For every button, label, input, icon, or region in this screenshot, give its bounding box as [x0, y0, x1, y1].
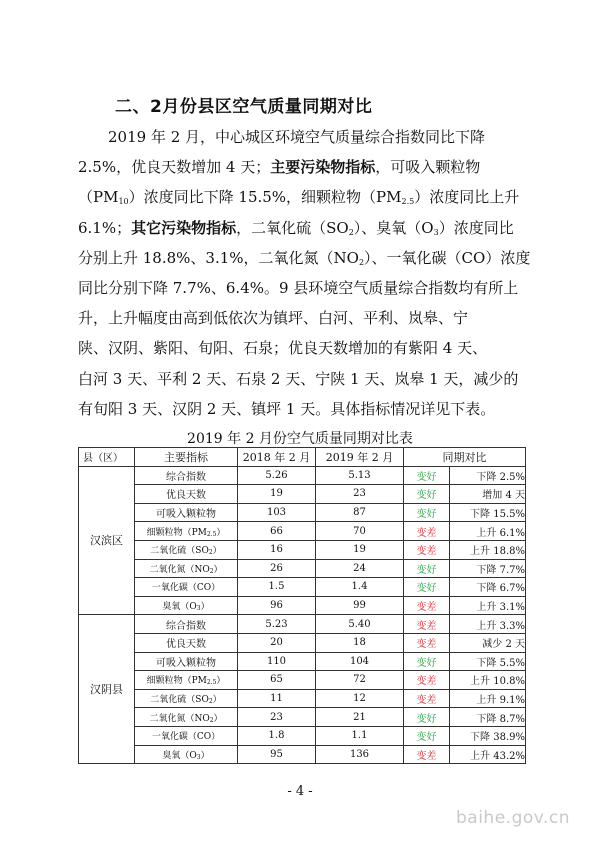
paragraph-text: 白河 3 天、平利 2 天、石泉 2 天、宁陕 1 天、岚皋 1 天，减少的: [78, 369, 519, 388]
indicator-text: 二氧化硫（SO: [150, 695, 209, 706]
table-row: [79, 596, 526, 615]
indicator-subscript: 2.5: [206, 679, 217, 687]
value-2019-cell: 70: [316, 522, 404, 541]
comparison-cell: 下降 6.7%: [450, 578, 526, 597]
indicator-subscript: 2: [209, 567, 214, 575]
paragraph-text: 分别上升 18.8%、3.1%，二氧化氮（NO: [78, 248, 359, 267]
indicator-text: 优良天数: [166, 490, 206, 502]
comparison-cell: 下降 7.7%: [450, 559, 526, 578]
status-cell: 变好: [404, 726, 450, 745]
paragraph-line: [78, 213, 538, 243]
value-2018-cell: 65: [238, 671, 316, 690]
indicator-text: 优良天数: [166, 639, 206, 651]
paragraph-text: 陕、汉阴、紫阳、旬阳、石泉；优良天数增加的有紫阳 4 天、: [78, 339, 488, 358]
value-2018-cell: 20: [238, 633, 316, 652]
table-row: [79, 689, 526, 708]
indicator-text: 细颗粒物（PM: [146, 676, 207, 687]
table-row: [79, 540, 526, 559]
paragraph-line: [78, 243, 538, 273]
paragraph-line: [78, 152, 538, 182]
status-cell: 变差: [404, 671, 450, 690]
table-row: [79, 503, 526, 522]
value-2018-cell: 5.26: [238, 466, 316, 485]
watermark-text: baihe.gov.cn: [456, 808, 571, 828]
value-2019-cell: 23: [316, 485, 404, 504]
indicator-text: ）: [212, 695, 222, 706]
indicator-text: 二氧化硫（SO: [150, 546, 209, 557]
comparison-cell: 下降 8.7%: [450, 708, 526, 727]
indicator-cell: [135, 466, 238, 485]
indicator-cell: [135, 633, 238, 652]
paragraph-subscript: 3: [433, 227, 439, 237]
paragraph-text: ）浓度同比上升: [414, 188, 520, 207]
table-row: [79, 578, 526, 597]
table-row: [79, 522, 526, 541]
paragraph-bold-text: 主要污染物指标: [270, 158, 376, 177]
page-number: - 4 -: [287, 784, 313, 799]
indicator-cell: [135, 596, 238, 615]
paragraph-line: [78, 333, 538, 363]
indicator-text: 综合指数: [166, 620, 206, 632]
indicator-text: 二氧化氮（NO: [149, 713, 210, 724]
comparison-cell: 上升 3.1%: [450, 596, 526, 615]
value-2018-cell: 1.8: [238, 726, 316, 745]
status-cell: 变差: [404, 596, 450, 615]
indicator-subscript: 2.5: [206, 530, 217, 538]
indicator-cell: [135, 522, 238, 541]
value-2018-cell: 26: [238, 559, 316, 578]
indicator-text: 臭氧（O: [162, 750, 197, 761]
status-cell: 变好: [404, 708, 450, 727]
indicator-text: ）: [212, 546, 222, 557]
table-row: [79, 708, 526, 727]
county-cell: 汉阴县: [79, 615, 135, 764]
air-quality-table: [78, 447, 526, 764]
value-2019-cell: 18: [316, 633, 404, 652]
header-2019: 2019 年 2 月: [316, 448, 404, 467]
comparison-cell: 上升 3.3%: [450, 615, 526, 634]
header-2018: 2018 年 2 月: [238, 448, 316, 467]
paragraph-line: [78, 122, 538, 152]
status-cell: 变差: [404, 540, 450, 559]
paragraph-line: [78, 303, 538, 333]
header-compare: 同期对比: [404, 448, 526, 467]
paragraph-text: ）、一氧化碳（CO）浓度: [364, 248, 531, 267]
status-cell: 变好: [404, 466, 450, 485]
indicator-text: ）: [213, 713, 223, 724]
value-2018-cell: 66: [238, 522, 316, 541]
indicator-cell: [135, 485, 238, 504]
table-row: [79, 633, 526, 652]
value-2018-cell: 110: [238, 652, 316, 671]
table-row: [79, 559, 526, 578]
value-2018-cell: 16: [238, 540, 316, 559]
comparison-cell: 上升 43.2%: [450, 745, 526, 764]
value-2019-cell: 1.1: [316, 726, 404, 745]
indicator-text: ）: [216, 676, 226, 687]
table-row: [79, 745, 526, 764]
table-title: 2019 年 2 月份空气质量同期对比表: [187, 431, 413, 447]
value-2019-cell: 12: [316, 689, 404, 708]
table-row: [79, 726, 526, 745]
value-2018-cell: 96: [238, 596, 316, 615]
indicator-text: ）: [200, 750, 210, 761]
indicator-cell: [135, 559, 238, 578]
indicator-cell: [135, 540, 238, 559]
value-2019-cell: 104: [316, 652, 404, 671]
paragraph-subscript: 10: [118, 197, 129, 207]
indicator-cell: [135, 708, 238, 727]
indicator-text: ）: [213, 564, 223, 575]
indicator-subscript: 3: [196, 605, 201, 613]
value-2018-cell: 23: [238, 708, 316, 727]
indicator-text: 一氧化碳（CO）: [151, 583, 221, 594]
value-2019-cell: 19: [316, 540, 404, 559]
comparison-cell: 下降 2.5%: [450, 466, 526, 485]
value-2018-cell: 19: [238, 485, 316, 504]
indicator-subscript: 2: [208, 549, 213, 557]
value-2018-cell: 5.23: [238, 615, 316, 634]
paragraph-text: 有旬阳 3 天、汉阴 2 天、镇坪 1 天。具体指标情况详见下表。: [78, 399, 496, 418]
table-row: [79, 671, 526, 690]
comparison-cell: 上升 18.8%: [450, 540, 526, 559]
paragraph-text: ，可吸入颗粒物: [375, 158, 481, 177]
table-row: [79, 485, 526, 504]
paragraph-subscript: 2: [348, 227, 354, 237]
status-cell: 变好: [404, 485, 450, 504]
indicator-text: 臭氧（O: [162, 602, 197, 613]
table-row: [79, 466, 526, 485]
comparison-cell: 上升 10.8%: [450, 671, 526, 690]
indicator-cell: [135, 671, 238, 690]
paragraph-text: ）、臭氧（O: [353, 218, 434, 237]
indicator-cell: [135, 503, 238, 522]
paragraph-text: 2019 年 2 月，中心城区环境空气质量综合指数同比下降: [108, 128, 486, 146]
paragraph-bold-text: 其它污染物指标: [131, 218, 237, 237]
paragraph-text: 升，上升幅度由高到低依次为镇坪、白河、平利、岚皋、宁: [78, 309, 469, 328]
value-2018-cell: 95: [238, 745, 316, 764]
county-cell: 汉滨区: [79, 466, 135, 615]
table-header-row: [79, 448, 526, 467]
table-row: [79, 615, 526, 634]
paragraph-subscript: 2.5: [401, 197, 415, 207]
comparison-cell: 增加 4 天: [450, 485, 526, 504]
section-title: 二、2月份县区空气质量同期对比: [115, 97, 373, 117]
indicator-cell: [135, 652, 238, 671]
header-county: 县（区）: [79, 448, 135, 467]
comparison-cell: 下降 5.5%: [450, 652, 526, 671]
paragraph-text: 同比分别下降 7.7%、6.4%。9 县环境空气质量综合指数均有所上: [78, 278, 519, 297]
status-cell: 变好: [404, 578, 450, 597]
indicator-text: 可吸入颗粒物: [156, 657, 216, 669]
paragraph-text: ，二氧化硫（SO: [236, 218, 349, 237]
indicator-text: 一氧化碳（CO）: [151, 732, 221, 743]
indicator-text: ）: [200, 602, 210, 613]
value-2019-cell: 21: [316, 708, 404, 727]
paragraph-subscript: 2: [358, 257, 365, 267]
paragraph-line: [78, 364, 538, 394]
value-2019-cell: 5.13: [316, 466, 404, 485]
paragraph-text: ）浓度同比: [438, 218, 514, 237]
paragraph-line: [78, 273, 538, 303]
indicator-text: 二氧化氮（NO: [149, 564, 210, 575]
status-cell: 变好: [404, 503, 450, 522]
indicator-subscript: 2: [209, 716, 214, 724]
comparison-cell: 上升 9.1%: [450, 689, 526, 708]
value-2019-cell: 87: [316, 503, 404, 522]
value-2018-cell: 103: [238, 503, 316, 522]
indicator-cell: [135, 726, 238, 745]
status-cell: 变差: [404, 522, 450, 541]
status-cell: 变好: [404, 652, 450, 671]
status-cell: 变差: [404, 745, 450, 764]
value-2019-cell: 5.40: [316, 615, 404, 634]
indicator-cell: [135, 578, 238, 597]
comparison-cell: 减少 2 天: [450, 633, 526, 652]
paragraph-text: （PM: [78, 188, 119, 207]
indicator-cell: [135, 615, 238, 634]
paragraph-line: [78, 394, 538, 424]
status-cell: 变差: [404, 689, 450, 708]
table-row: [79, 652, 526, 671]
comparison-cell: 上升 6.1%: [450, 522, 526, 541]
indicator-subscript: 3: [196, 753, 201, 761]
indicator-text: 可吸入颗粒物: [156, 509, 216, 521]
status-cell: 变好: [404, 559, 450, 578]
comparison-cell: 下降 38.9%: [450, 726, 526, 745]
status-cell: 变差: [404, 633, 450, 652]
body-paragraph: [78, 122, 538, 424]
value-2019-cell: 24: [316, 559, 404, 578]
header-indicator: 主要指标: [135, 448, 238, 467]
paragraph-text: 2.5%，优良天数增加 4 天；: [78, 158, 271, 177]
paragraph-text: ）浓度同比下降 15.5%，细颗粒物（PM: [128, 188, 402, 207]
value-2018-cell: 1.5: [238, 578, 316, 597]
indicator-subscript: 2: [208, 698, 213, 706]
indicator-text: 细颗粒物（PM: [146, 527, 207, 538]
value-2019-cell: 99: [316, 596, 404, 615]
value-2018-cell: 11: [238, 689, 316, 708]
status-cell: 变差: [404, 615, 450, 634]
indicator-text: ）: [216, 527, 226, 538]
indicator-text: 综合指数: [166, 471, 206, 483]
paragraph-line: [78, 182, 538, 212]
value-2019-cell: 1.4: [316, 578, 404, 597]
indicator-cell: [135, 689, 238, 708]
value-2019-cell: 72: [316, 671, 404, 690]
comparison-cell: 下降 15.5%: [450, 503, 526, 522]
value-2019-cell: 136: [316, 745, 404, 764]
paragraph-text: 6.1%；: [78, 218, 132, 237]
indicator-cell: [135, 745, 238, 764]
